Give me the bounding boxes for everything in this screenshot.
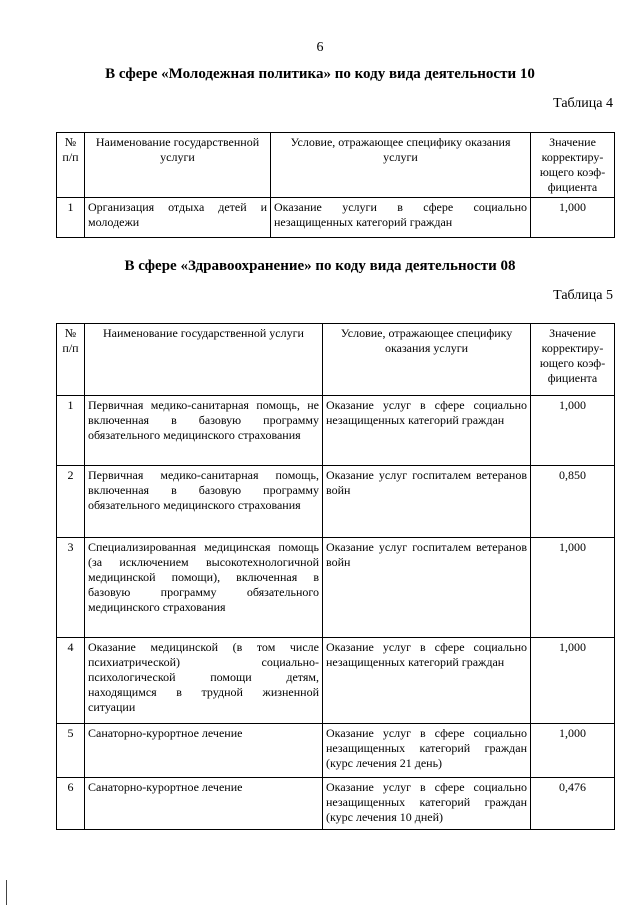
header-value: Значение корректиру-ющего коэф-фициента (531, 133, 615, 198)
section-heading-youth-policy: В сфере «Молодежная политика» по коду вида деятельности 10 (105, 66, 535, 82)
row-service: Первичная медико-санитарная помощь, не включенная в базовую программу обязательного медицинского страхования (85, 396, 323, 466)
page-number: 6 (316, 40, 324, 55)
row-num: 1 (57, 396, 85, 466)
table-row (57, 778, 615, 830)
row-condition: Оказание услуг в сфере социально незащищенных категорий граждан (курс лечения 10 дней) (323, 778, 531, 830)
row-condition: Оказание услуг госпиталем ветеранов войн (323, 538, 531, 638)
header-condition: Условие, отражающее специфику оказания услуги (271, 133, 531, 198)
header-condition: Условие, отражающее специфику оказания услуги (323, 324, 531, 396)
row-value: 1,000 (531, 538, 615, 638)
row-condition: Оказание услуги в сфере социально незащищенных категорий граждан (271, 198, 531, 238)
header-value: Значение корректиру-ющего коэф-фициента (531, 324, 615, 396)
row-value: 0,476 (531, 778, 615, 830)
table-youth-policy (56, 132, 615, 238)
table-row (57, 396, 615, 466)
header-num: № п/п (57, 324, 85, 396)
row-service: Специализированная медицинская помощь (за исключением высокотехнологичной медицинской помощи), включенная в базовую программу обязательного медицинского страхования (85, 538, 323, 638)
table-label-4: Таблица 4 (553, 96, 613, 111)
row-num: 6 (57, 778, 85, 830)
table-row (57, 538, 615, 638)
row-service: Санаторно-курортное лечение (85, 724, 323, 778)
scan-edge-mark (6, 880, 7, 905)
row-num: 5 (57, 724, 85, 778)
row-condition: Оказание услуг в сфере социально незащищенных категорий граждан (323, 638, 531, 724)
table-row (57, 724, 615, 778)
table-header-row (57, 133, 615, 198)
row-num: 4 (57, 638, 85, 724)
row-value: 1,000 (531, 638, 615, 724)
row-num: 1 (57, 198, 85, 238)
table-healthcare (56, 323, 615, 830)
table-row (57, 466, 615, 538)
row-value: 0,850 (531, 466, 615, 538)
section-heading-healthcare: В сфере «Здравоохранение» по коду вида деятельности 08 (124, 258, 516, 274)
table-row (57, 638, 615, 724)
row-condition: Оказание услуг в сфере социально незащищенных категорий граждан (курс лечения 21 день) (323, 724, 531, 778)
row-num: 2 (57, 466, 85, 538)
row-value: 1,000 (531, 198, 615, 238)
row-num: 3 (57, 538, 85, 638)
row-condition: Оказание услуг госпиталем ветеранов войн (323, 466, 531, 538)
header-service: Наименование государственной услуги (85, 133, 271, 198)
row-service: Санаторно-курортное лечение (85, 778, 323, 830)
table-row (57, 198, 615, 238)
row-service: Первичная медико-санитарная помощь, включенная в базовую программу обязательного медицинского страхования (85, 466, 323, 538)
row-value: 1,000 (531, 396, 615, 466)
table-header-row (57, 324, 615, 396)
table-label-5: Таблица 5 (553, 288, 613, 303)
header-service: Наименование государственной услуги (85, 324, 323, 396)
header-num: № п/п (57, 133, 85, 198)
row-service: Оказание медицинской (в том числе психиатрической) социально-психологической помощи детям, находящимся в трудной жизненной ситуации (85, 638, 323, 724)
row-value: 1,000 (531, 724, 615, 778)
row-service: Организация отдыха детей и молодежи (85, 198, 271, 238)
row-condition: Оказание услуг в сфере социально незащищенных категорий граждан (323, 396, 531, 466)
